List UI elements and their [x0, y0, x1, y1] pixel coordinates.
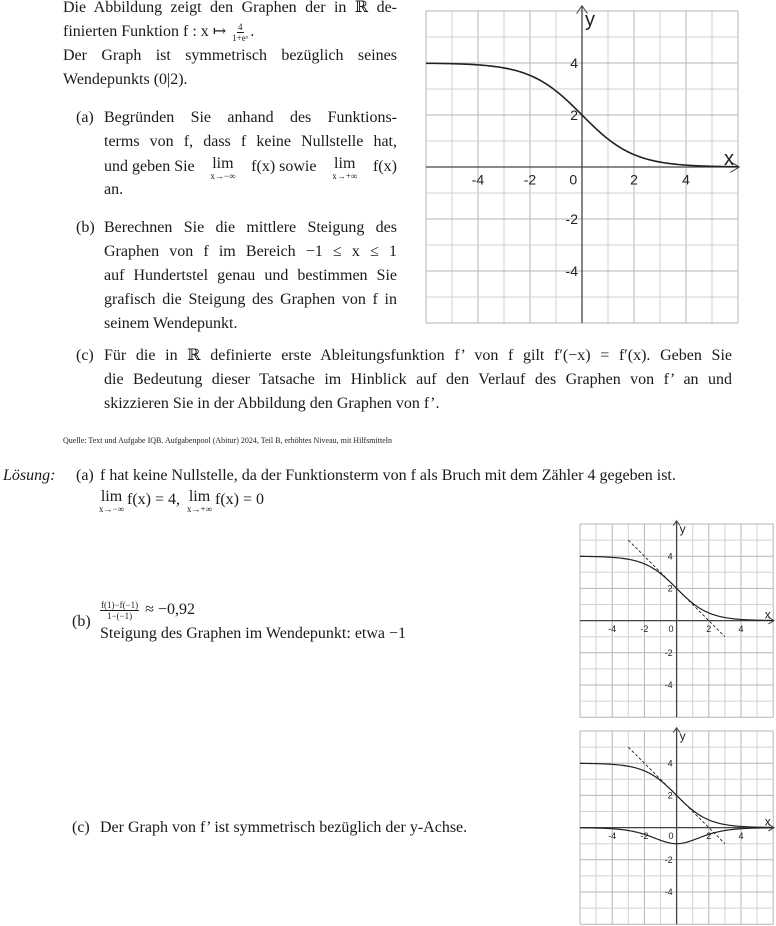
average-slope-result: ≈ −0,92	[145, 601, 195, 618]
lim-subscript: x→−∞	[99, 504, 124, 514]
y-tick-label: 4	[667, 551, 673, 562]
lim-word: lim	[334, 155, 356, 172]
task-a-prefix: und geben Sie	[104, 158, 195, 175]
y-axis-label: y	[679, 729, 686, 743]
lim-word: lim	[212, 155, 234, 172]
task-b-line-4: grafisch die Steigung des Graphen von f in	[104, 291, 397, 308]
solution-a-label: (a)	[76, 467, 94, 484]
x-axis-label: x	[764, 814, 771, 829]
solution-b-label: (b)	[72, 613, 91, 630]
x-tick-label: 0	[668, 623, 674, 634]
x-tick-label: 4	[738, 623, 744, 634]
y-tick-label: -4	[565, 262, 578, 279]
y-tick-label: 4	[570, 54, 578, 71]
task-a-mid: f(x) sowie	[251, 158, 317, 175]
limit-plus-infinity	[332, 155, 357, 181]
function-denominator: 1+eˣ	[232, 32, 249, 43]
task-a-fx: f(x)	[372, 158, 397, 175]
solution-b-graph	[574, 518, 776, 724]
limit-plus-infinity	[187, 488, 212, 514]
x-tick-label: 4	[738, 830, 744, 841]
y-tick-label: 2	[667, 583, 673, 594]
x-tick-label: 4	[682, 171, 690, 188]
solution-c-line-1: Der Graph von f’ ist symmetrisch bezüglich der y-Achse.	[100, 819, 468, 836]
x-axis-label: x	[724, 148, 734, 170]
lim-word: lim	[188, 488, 211, 505]
y-tick-label: -2	[664, 647, 673, 658]
y-tick-label: 4	[667, 758, 673, 769]
solution-a-limits	[96, 488, 264, 514]
y-axis-label: y	[679, 522, 686, 536]
task-b-line-3: auf Hundertstel genau und bestimmen Sie	[104, 267, 397, 284]
y-tick-label: -2	[565, 210, 578, 227]
lim-subscript: x→−∞	[210, 171, 236, 181]
limit-1-value: f(x) = 4,	[127, 491, 181, 508]
y-tick-label: 2	[667, 790, 673, 801]
solution-a-line-1: f hat keine Nullstelle, da der Funktionsterm von f als Bruch mit dem Zähler 4 gegeben ist.	[100, 467, 676, 484]
task-c-line-3: skizzieren Sie in der Abbildung den Graphen von f’.	[104, 395, 440, 412]
task-c-line-1: Für die in ℝ definierte erste Ableitungsfunktion f’ von f gilt f′(−x) = f′(x). Geben Sie	[104, 347, 732, 364]
task-c-line-2: die Bedeutung dieser Tatsache im Hinblick auf den Verlauf des Graphen von f’ an und	[104, 371, 732, 388]
fraction-numerator: f(1)−f(−1)	[101, 599, 139, 610]
limit-2-value: f(x) = 0	[215, 491, 265, 508]
intro-line-2	[63, 20, 254, 44]
average-slope-fraction	[100, 600, 139, 621]
solution-b-line-2: Steigung des Graphen im Wendepunkt: etwa −1	[100, 625, 407, 642]
function-numerator: 4	[238, 21, 243, 32]
intro-line-4: Wendepunkts (0|2).	[63, 71, 188, 88]
task-b-line-2: Graphen von f im Bereich −1 ≤ x ≤ 1	[104, 243, 397, 260]
task-a-line-1: Begründen Sie anhand des Funktions-	[104, 109, 397, 126]
y-tick-label: -4	[664, 680, 673, 691]
y-tick-label: -4	[664, 887, 673, 898]
fraction-denominator: 1−(−1)	[106, 610, 133, 621]
x-tick-label: -4	[608, 623, 617, 634]
x-tick-label: 0	[668, 830, 674, 841]
task-a-label: (a)	[76, 109, 94, 126]
intro-line-2-prefix: finierten Funktion f : x ↦	[63, 23, 227, 40]
y-tick-label: -2	[664, 854, 673, 865]
x-tick-label: 0	[569, 171, 578, 188]
limit-minus-infinity	[210, 155, 235, 181]
x-tick-label: -4	[608, 830, 617, 841]
task-a-line-4: an.	[104, 181, 124, 198]
x-tick-label: -2	[640, 623, 649, 634]
task-a-line-2: terms von f, dass f keine Nullstelle hat,	[104, 133, 397, 150]
solution-c-graph	[574, 724, 776, 926]
y-tick-label: 2	[570, 106, 578, 123]
source-citation: Quelle: Text und Aufgabe IQB. Aufgabenpool (Abitur) 2024, Teil B, erhöhtes Niveau, mit Hilfsmitteln	[63, 436, 392, 445]
lim-word: lim	[100, 488, 123, 505]
solution-c-label: (c)	[72, 819, 90, 836]
task-b-line-5: seinem Wendepunkt.	[104, 315, 238, 332]
task-b-label: (b)	[76, 219, 95, 236]
y-axis-label: y	[585, 9, 595, 31]
intro-period: .	[250, 23, 255, 40]
task-b-line-1: Berechnen Sie die mittlere Steigung des	[104, 219, 397, 236]
x-tick-label: 2	[706, 623, 712, 634]
x-tick-label: -2	[640, 830, 649, 841]
x-axis-label: x	[764, 607, 771, 622]
limit-minus-infinity	[99, 488, 124, 514]
task-a-line-3	[104, 155, 397, 181]
x-tick-label: 2	[706, 830, 712, 841]
solution-heading: Lösung:	[3, 467, 56, 484]
lim-subscript: x→+∞	[332, 171, 358, 181]
lim-subscript: x→+∞	[187, 504, 213, 514]
function-fraction	[232, 22, 248, 43]
x-tick-label: -4	[471, 171, 485, 188]
intro-line-1: Die Abbildung zeigt den Graphen der in ℝ de-	[63, 0, 397, 16]
x-tick-label: -2	[523, 171, 537, 188]
x-tick-label: 2	[630, 171, 638, 188]
task-c-label: (c)	[76, 347, 94, 364]
intro-line-3: Der Graph ist symmetrisch bezüglich seines	[63, 47, 397, 64]
solution-b-line-1	[98, 598, 195, 622]
function-graph-f	[420, 4, 750, 328]
